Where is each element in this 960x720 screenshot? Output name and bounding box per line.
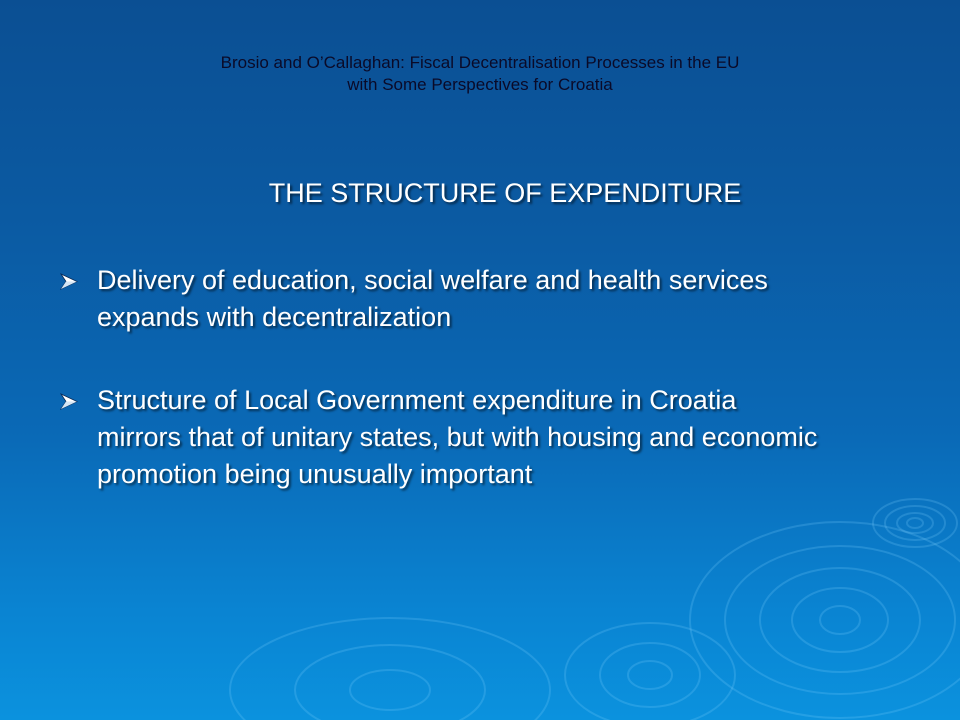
slide-title: THE STRUCTURE OF EXPENDITURE: [268, 178, 742, 208]
bullet-2-line-2: mirrors that of unitary states, but with housing and economic: [97, 422, 818, 452]
bullet-item-2: [60, 382, 955, 493]
bullet-list: [60, 262, 955, 493]
bullet-1-line-2: expands with decentralization: [97, 302, 452, 332]
bullet-2-line-3: promotion being unusually important: [97, 459, 533, 489]
bullet-1-line-1: Delivery of education, social welfare and health services: [97, 265, 768, 295]
slide-header: [0, 52, 960, 96]
arrow-bullet-icon: [60, 273, 78, 290]
bullet-2-line-1: Structure of Local Government expenditure in Croatia: [97, 385, 737, 415]
header-line-2: with Some Perspectives for Croatia: [347, 75, 613, 94]
bullet-item-1: [60, 262, 955, 336]
header-line-1: Brosio and O’Callaghan: Fiscal Decentralisation Processes in the EU: [220, 53, 740, 72]
arrow-bullet-icon: [60, 393, 78, 410]
